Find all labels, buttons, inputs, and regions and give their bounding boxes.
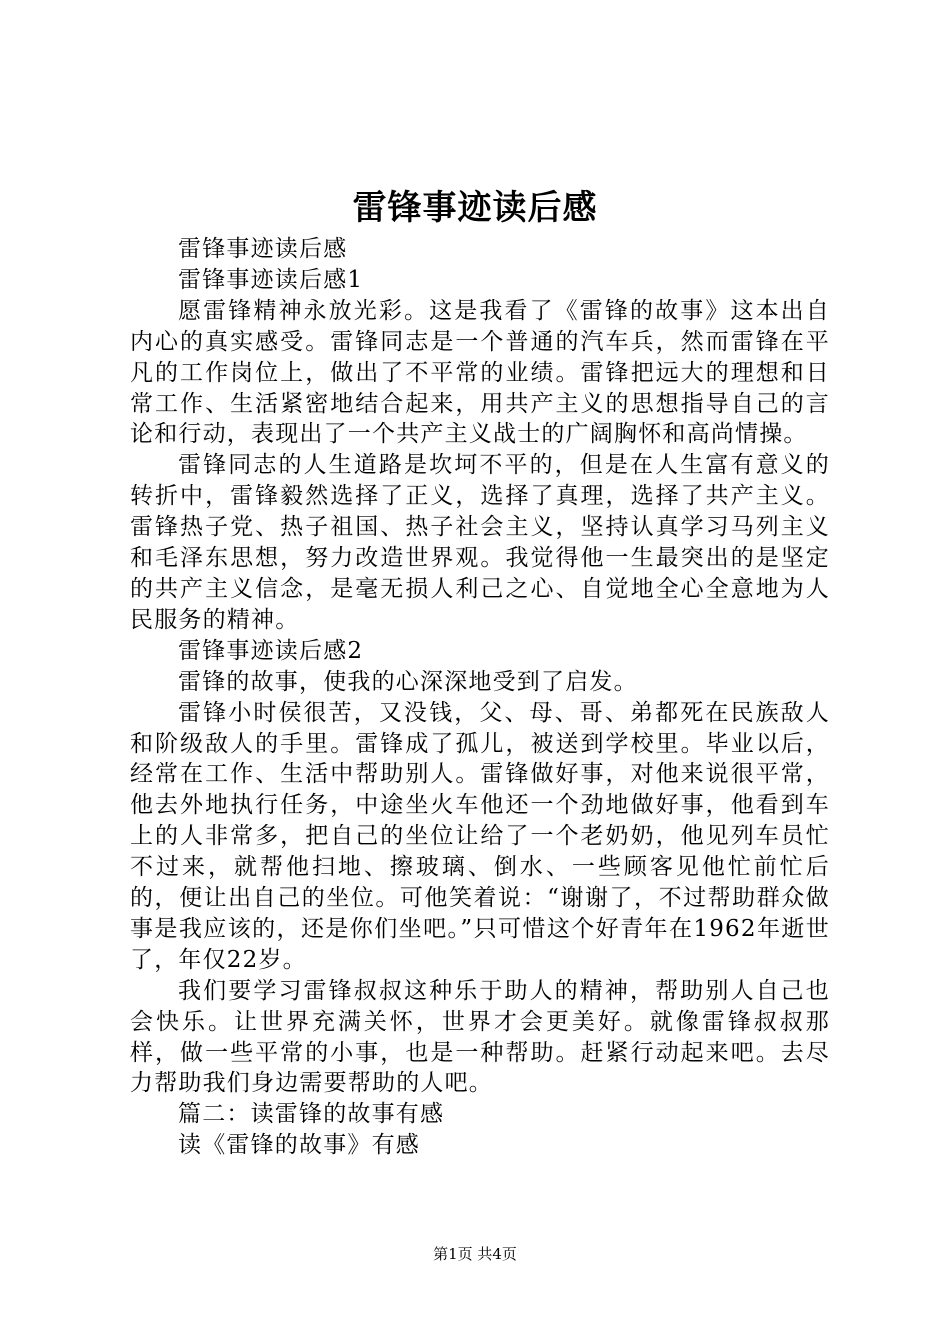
paragraph-subheading-1: 雷锋事迹读后感1 (178, 266, 364, 293)
document-title: 雷锋事迹读后感 (352, 188, 598, 228)
paragraph-section-heading: 篇二：读雷锋的故事有感 (178, 1101, 445, 1128)
paragraph: 雷锋小时侯很苦，又没钱，父、母、哥、弟都死在民族敌人和阶级敌人的手里。雷锋成了孤儿，被送到学校里。毕业以后，经常在工作、生活中帮助别人。雷锋做好事，对他来说很平常，他去外地执行任务，中途坐火车他还一个劲地做好事，他看到车上的人非常多，把自己的坐位让给了一个老奶奶，他见列车员忙不过来，就帮他扫地、擦玻璃、倒水、一些顾客见他忙前忙后的，便让出自己的坐位。可他笑着说：“谢谢了，不过帮助群众做事是我应该的，还是你们坐吧。”只可惜这个好青年在1962年逝世了，年仅22岁。 (130, 699, 830, 973)
document-body (130, 234, 830, 1161)
paragraph: 我们要学习雷锋叔叔这种乐于助人的精神，帮助别人自己也会快乐。让世界充满关怀，世界才会更美好。就像雷锋叔叔那样，做一些平常的小事，也是一种帮助。赶紧行动起来吧。去尽力帮助我们身边需要帮助的人吧。 (130, 977, 830, 1097)
paragraph: 雷锋同志的人生道路是坎坷不平的，但是在人生富有意义的转折中，雷锋毅然选择了正义，选择了真理，选择了共产主义。雷锋热子党、热子祖国、热子社会主义，坚持认真学习马列主义和毛泽东思想，努力改造世界观。我觉得他一生最突出的是坚定的共产主义信念，是毫无损人利己之心、自觉地全心全意地为人民服务的精神。 (130, 452, 830, 633)
paragraph-heading: 雷锋事迹读后感 (178, 236, 348, 262)
paragraph-section-subheading: 读《雷锋的故事》有感 (178, 1132, 420, 1159)
page-number-footer: 第1页 共4页 (433, 1245, 517, 1263)
paragraph: 雷锋的故事，使我的心深深地受到了启发。 (178, 668, 638, 695)
paragraph-subheading-2: 雷锋事迹读后感2 (178, 637, 364, 664)
paragraph: 愿雷锋精神永放光彩。这是我看了《雷锋的故事》这本出自内心的真实感受。雷锋同志是一个普通的汽车兵，然而雷锋在平凡的工作岗位上，做出了不平常的业绩。雷锋把远大的理想和日常工作、生活紧密地结合起来，用共产主义的思想指导自己的言论和行动，表现出了一个共产主义战士的广阔胸怀和高尚情操。 (130, 297, 830, 448)
